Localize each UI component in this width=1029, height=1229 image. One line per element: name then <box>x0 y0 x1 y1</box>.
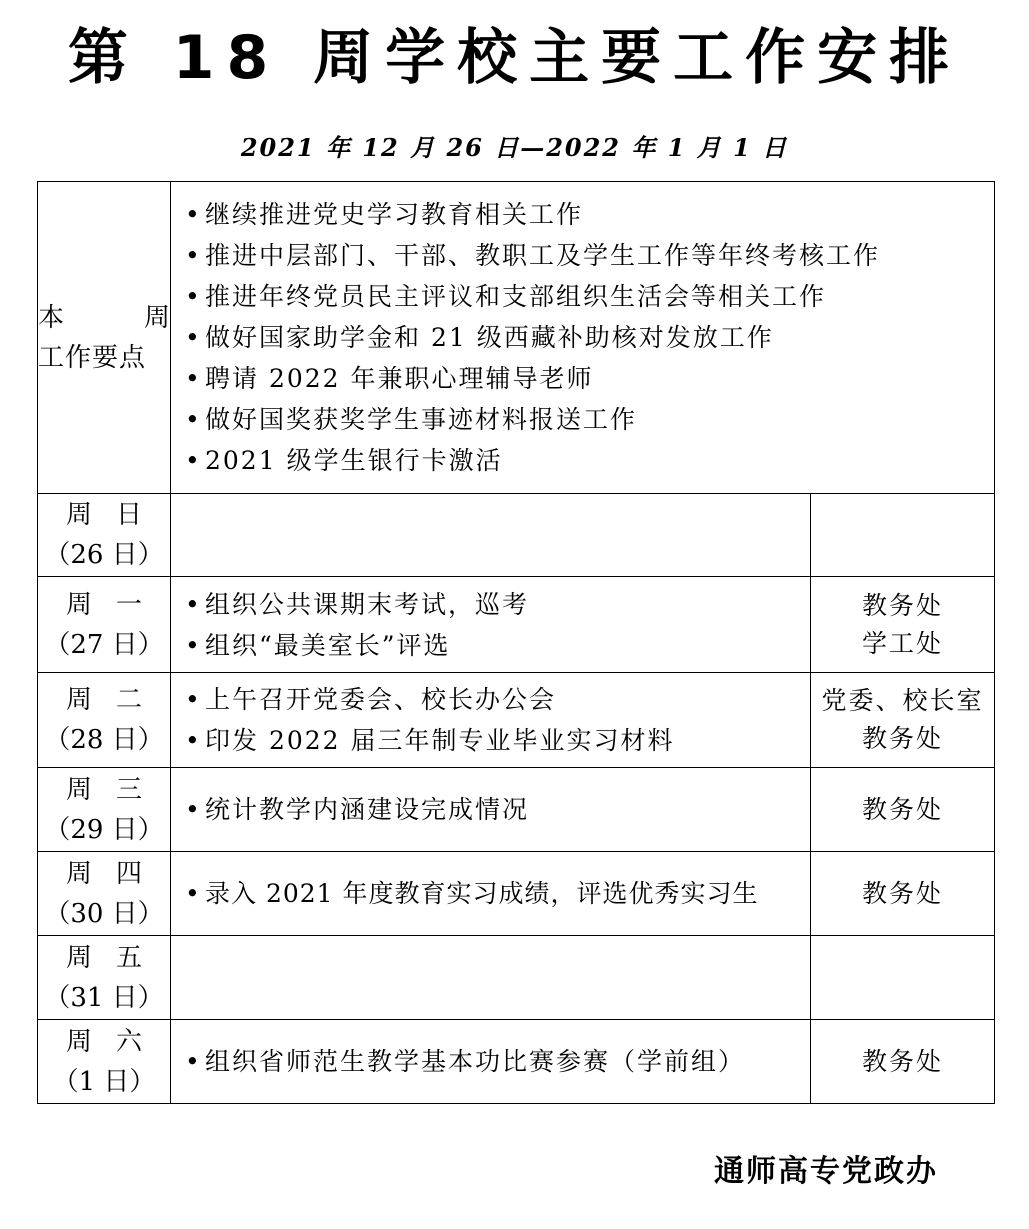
dept-cell <box>811 494 995 577</box>
task-item: • 录入 2021 年度教育实习成绩，评选优秀实习生 <box>185 873 810 914</box>
day-date: （1 日） <box>52 1066 156 1097</box>
day-date: （31 日） <box>44 982 164 1013</box>
dept-cell <box>811 936 995 1020</box>
task-cell <box>171 577 811 673</box>
day-cell <box>38 494 171 577</box>
day-name: 周日 <box>65 500 166 530</box>
dept-cell <box>811 852 995 936</box>
day-row-tuesday <box>38 673 995 768</box>
task-item: • 上午召开党委会、校长办公会 <box>185 679 810 720</box>
page-title: 第 18 周学校主要工作安排 <box>67 23 962 93</box>
day-cell <box>38 936 171 1020</box>
task-cell <box>171 1020 811 1104</box>
focus-item: • 推进年终党员民主评议和支部组织生活会等相关工作 <box>185 276 994 317</box>
day-row-sunday <box>38 494 995 577</box>
dept-cell <box>811 577 995 673</box>
day-name: 周二 <box>65 685 166 715</box>
focus-label-char-2: 周 <box>143 302 170 333</box>
dept-name: 教务处 <box>862 878 944 908</box>
dept-cell <box>811 1020 995 1104</box>
day-name: 周四 <box>65 858 166 889</box>
focus-item: • 做好国奖获奖学生事迹材料报送工作 <box>185 399 994 440</box>
day-name: 周五 <box>65 942 166 973</box>
dept-cell <box>811 768 995 852</box>
day-date: （26 日） <box>44 540 164 570</box>
focus-item: • 做好国家助学金和 21 级西藏补助核对发放工作 <box>185 317 994 358</box>
day-name: 周三 <box>65 774 166 805</box>
day-row-wednesday <box>38 768 995 852</box>
focus-item: • 聘请 2022 年兼职心理辅导老师 <box>185 358 994 399</box>
task-cell <box>171 852 811 936</box>
dept-name: 学工处 <box>862 628 944 658</box>
task-item: • 组织省师范生教学基本功比赛参赛（学前组） <box>185 1041 810 1082</box>
day-row-monday <box>38 577 995 673</box>
dept-cell <box>811 673 995 768</box>
day-name: 周一 <box>65 589 166 620</box>
day-name: 周六 <box>65 1026 166 1057</box>
task-cell <box>171 936 811 1020</box>
issuer-signature: 通师高专党政办 <box>714 1154 938 1189</box>
schedule-table <box>37 181 995 1104</box>
weekly-focus-row <box>38 182 995 494</box>
dept-name: 教务处 <box>862 794 944 824</box>
focus-item: • 继续推进党史学习教育相关工作 <box>185 194 994 235</box>
task-cell <box>171 494 811 577</box>
day-cell <box>38 577 171 673</box>
day-cell <box>38 673 171 768</box>
task-item: • 组织“最美室长”评选 <box>185 625 810 666</box>
task-item: • 统计教学内涵建设完成情况 <box>185 789 810 830</box>
focus-item: • 推进中层部门、干部、教职工及学生工作等年终考核工作 <box>185 235 994 276</box>
day-date: （28 日） <box>44 725 164 755</box>
dept-name: 教务处 <box>862 724 944 753</box>
task-cell <box>171 768 811 852</box>
dept-name: 党委、校长室 <box>821 686 984 715</box>
date-range: 2021 年 12 月 26 日—2022 年 1 月 1 日 <box>240 133 789 162</box>
focus-label-line-2: 工作要点 <box>38 342 147 373</box>
day-date: （29 日） <box>44 814 164 845</box>
task-item: • 组织公共课期末考试，巡考 <box>185 584 810 625</box>
task-cell <box>171 673 811 768</box>
day-date: （27 日） <box>44 629 164 660</box>
day-row-thursday <box>38 852 995 936</box>
day-cell <box>38 852 171 936</box>
day-cell <box>38 1020 171 1104</box>
task-item: • 印发 2022 届三年制专业毕业实习材料 <box>185 720 810 761</box>
weekly-focus-label <box>38 182 171 494</box>
day-row-saturday <box>38 1020 995 1104</box>
day-cell <box>38 768 171 852</box>
focus-label-char-1: 本 <box>38 302 65 333</box>
weekly-focus-items <box>171 182 995 494</box>
dept-name: 教务处 <box>862 590 944 620</box>
day-row-friday <box>38 936 995 1020</box>
day-date: （30 日） <box>44 898 164 929</box>
dept-name: 教务处 <box>862 1046 944 1076</box>
focus-item: • 2021 级学生银行卡激活 <box>185 440 994 481</box>
